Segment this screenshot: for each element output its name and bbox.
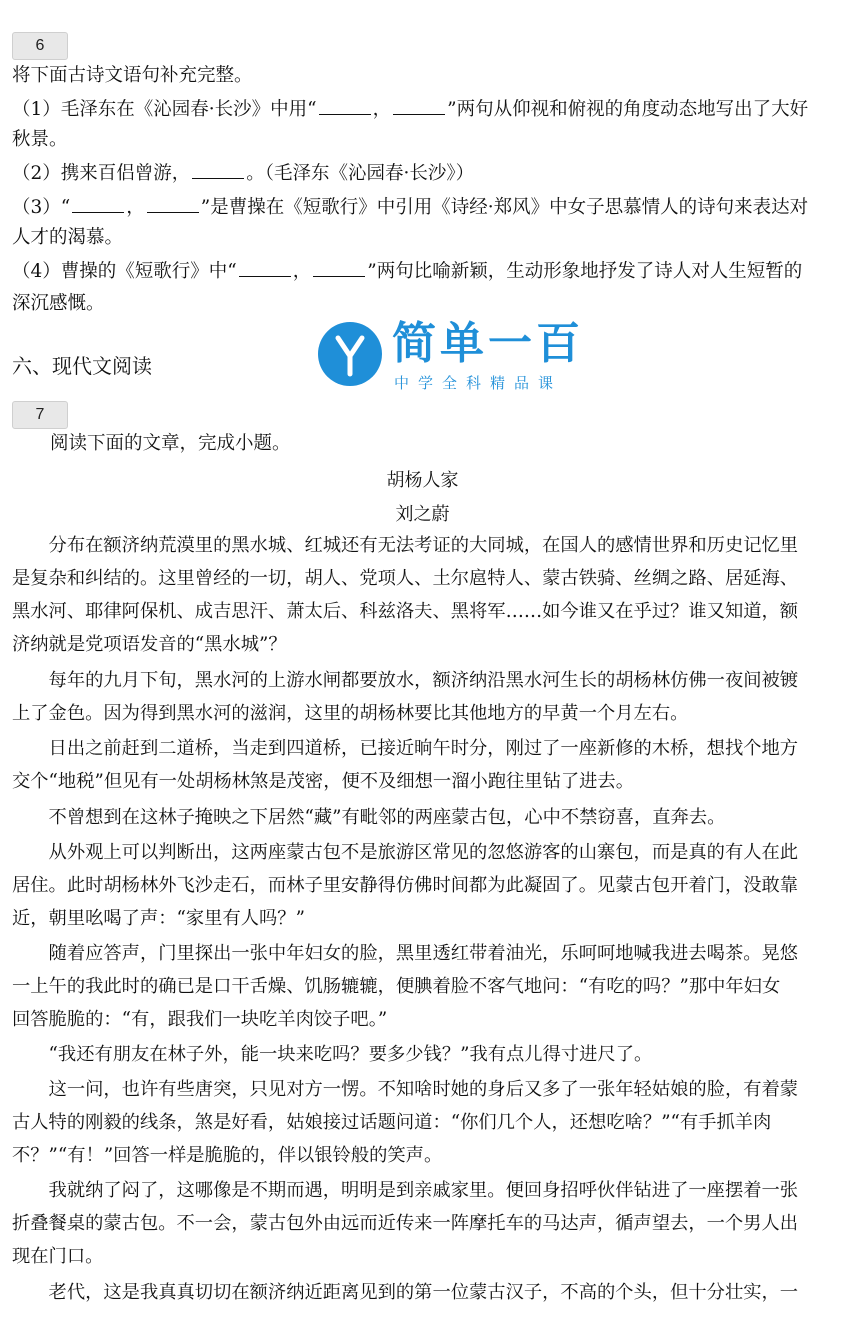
blank[interactable] <box>72 196 124 213</box>
q6-item2-text-b: 。（毛泽东《沁园春·长沙》） <box>246 163 475 184</box>
article-line: 不？”“有！”回答一样是脆脆的，伴以银铃般的笑声。 <box>12 1145 443 1166</box>
article-line: 从外观上可以判断出，这两座蒙古包不是旅游区常见的忽悠游客的山寨包，而是真的有人在此 <box>12 842 799 863</box>
section-heading: 六、现代文阅读 <box>12 354 152 378</box>
article-line: 居住。此时胡杨林外飞沙走石，而林子里安静得仿佛时间都为此凝固了。见蒙古包开着门，没敢靠 <box>12 875 799 896</box>
logo-icon <box>318 322 382 386</box>
article-line: 是复杂和纠结的。这里曾经的一切，胡人、党项人、土尔扈特人、蒙古铁骑、丝绸之路、居延海、 <box>12 568 799 589</box>
article-line: 济纳就是党项语发音的“黑水城”？ <box>12 634 287 655</box>
article-author: 刘之蔚 <box>395 504 450 525</box>
blank[interactable] <box>319 98 371 115</box>
logo-subtitle: 中学全科精品课 <box>394 374 563 392</box>
article-line: 每年的九月下旬，黑水河的上游水闸都要放水，额济纳沿黑水河生长的胡杨林仿佛一夜间被镀 <box>12 670 799 691</box>
q6-item4-text-b: ， <box>292 261 312 282</box>
blank[interactable] <box>239 260 291 277</box>
q6-item4-line2: 深沉感慨。 <box>12 293 105 314</box>
article-line: 分布在额济纳荒漠里的黑水城、红城还有无法考证的大同城，在国人的感情世界和历史记忆里 <box>12 535 799 556</box>
article-line: 不曾想到在这林子掩映之下居然“藏”有毗邻的两座蒙古包，心中不禁窃喜，直奔去。 <box>12 807 726 828</box>
article-line: 近，朝里吆喝了声：“家里有人吗？” <box>12 908 305 929</box>
q6-instruction: 将下面古诗文语句补充完整。 <box>12 65 253 86</box>
article-line: 黑水河、耶律阿保机、成吉思汗、萧太后、科兹洛夫、黑将军……如今谁又在乎过？谁又知道，额 <box>12 601 799 622</box>
q6-item1-line2: 秋景。 <box>12 129 68 150</box>
q6-item4-text-c: ”两句比喻新颖，生动形象地抒发了诗人对人生短暂的 <box>367 261 803 282</box>
logo-title: 简单一百 <box>392 318 584 369</box>
article-line: 随着应答声，门里探出一张中年妇女的脸，黑里透红带着油光，乐呵呵地喊我进去喝茶。晃悠 <box>12 943 799 964</box>
article-line: 折叠餐桌的蒙古包。不一会，蒙古包外由远而近传来一阵摩托车的马达声，循声望去，一个男人出 <box>12 1213 799 1234</box>
question-number-7: 7 <box>12 401 68 429</box>
q6-item3-line1 <box>12 196 832 220</box>
blank[interactable] <box>192 162 244 179</box>
article-line: 回答脆脆的：“有，跟我们一块吃羊肉饺子吧。” <box>12 1009 388 1030</box>
q6-item3-text-c: ”是曹操在《短歌行》中引用《诗经·郑风》中女子思慕情人的诗句来表达对 <box>200 197 809 218</box>
article-line: 我就纳了闷了，这哪像是不期而遇，明明是到亲戚家里。便回身招呼伙伴钻进了一座摆着一张 <box>12 1180 799 1201</box>
q7-instruction: 阅读下面的文章，完成小题。 <box>50 433 291 454</box>
q6-item4-line1 <box>12 260 832 284</box>
q6-item3-text-b: ， <box>126 197 145 218</box>
article-line: 交个“地税”但见有一处胡杨林煞是茂密，便不及细想一溜小跑往里钻了进去。 <box>12 771 634 792</box>
question-number-6: 6 <box>12 32 68 60</box>
article-line: 这一问，也许有些唐突，只见对方一愣。不知啥时她的身后又多了一张年轻姑娘的脸，有着蒙 <box>12 1079 799 1100</box>
q6-item1-text-b: ， <box>372 99 392 120</box>
blank[interactable] <box>393 98 445 115</box>
q6-item2-text-a: （2）携来百侣曾游， <box>12 163 191 184</box>
q6-item3-line2: 人才的渴慕。 <box>12 227 124 248</box>
article-line: 老代，这是我真真切切在额济纳近距离见到的第一位蒙古汉子，不高的个头，但十分壮实，一 <box>12 1282 799 1303</box>
article-line: 上了金色。因为得到黑水河的滋润，这里的胡杨林要比其他地方的早黄一个月左右。 <box>12 703 689 724</box>
q6-item2 <box>12 162 832 186</box>
q6-item1-text-c: ”两句从仰视和俯视的角度动态地写出了大好 <box>447 99 809 120</box>
article-line: 一上午的我此时的确已是口干舌燥、饥肠辘辘，便腆着脸不客气地问：“有吃的吗？”那中年妇女 <box>12 976 781 997</box>
q6-item4-text-a: （4）曹操的《短歌行》中“ <box>12 261 237 282</box>
brand-logo <box>318 320 590 394</box>
article-line: 日出之前赶到二道桥，当走到四道桥，已接近晌午时分，刚过了一座新修的木桥，想找个地方 <box>12 738 799 759</box>
blank[interactable] <box>313 260 365 277</box>
q6-item3-text-a: （3）“ <box>12 197 71 218</box>
article-line: 古人特的刚毅的线条，煞是好看，姑娘接过话题问道：“你们几个人，还想吃啥？”“有手抓羊肉 <box>12 1112 772 1133</box>
q6-item1-line1 <box>12 98 832 122</box>
article-title: 胡杨人家 <box>386 470 459 491</box>
article-line: 现在门口。 <box>12 1246 104 1267</box>
article-line: “我还有朋友在林子外，能一块来吃吗？要多少钱？”我有点儿得寸进尺了。 <box>12 1044 653 1065</box>
q6-item1-text-a: （1）毛泽东在《沁园春·长沙》中用“ <box>12 99 317 120</box>
blank[interactable] <box>147 196 199 213</box>
